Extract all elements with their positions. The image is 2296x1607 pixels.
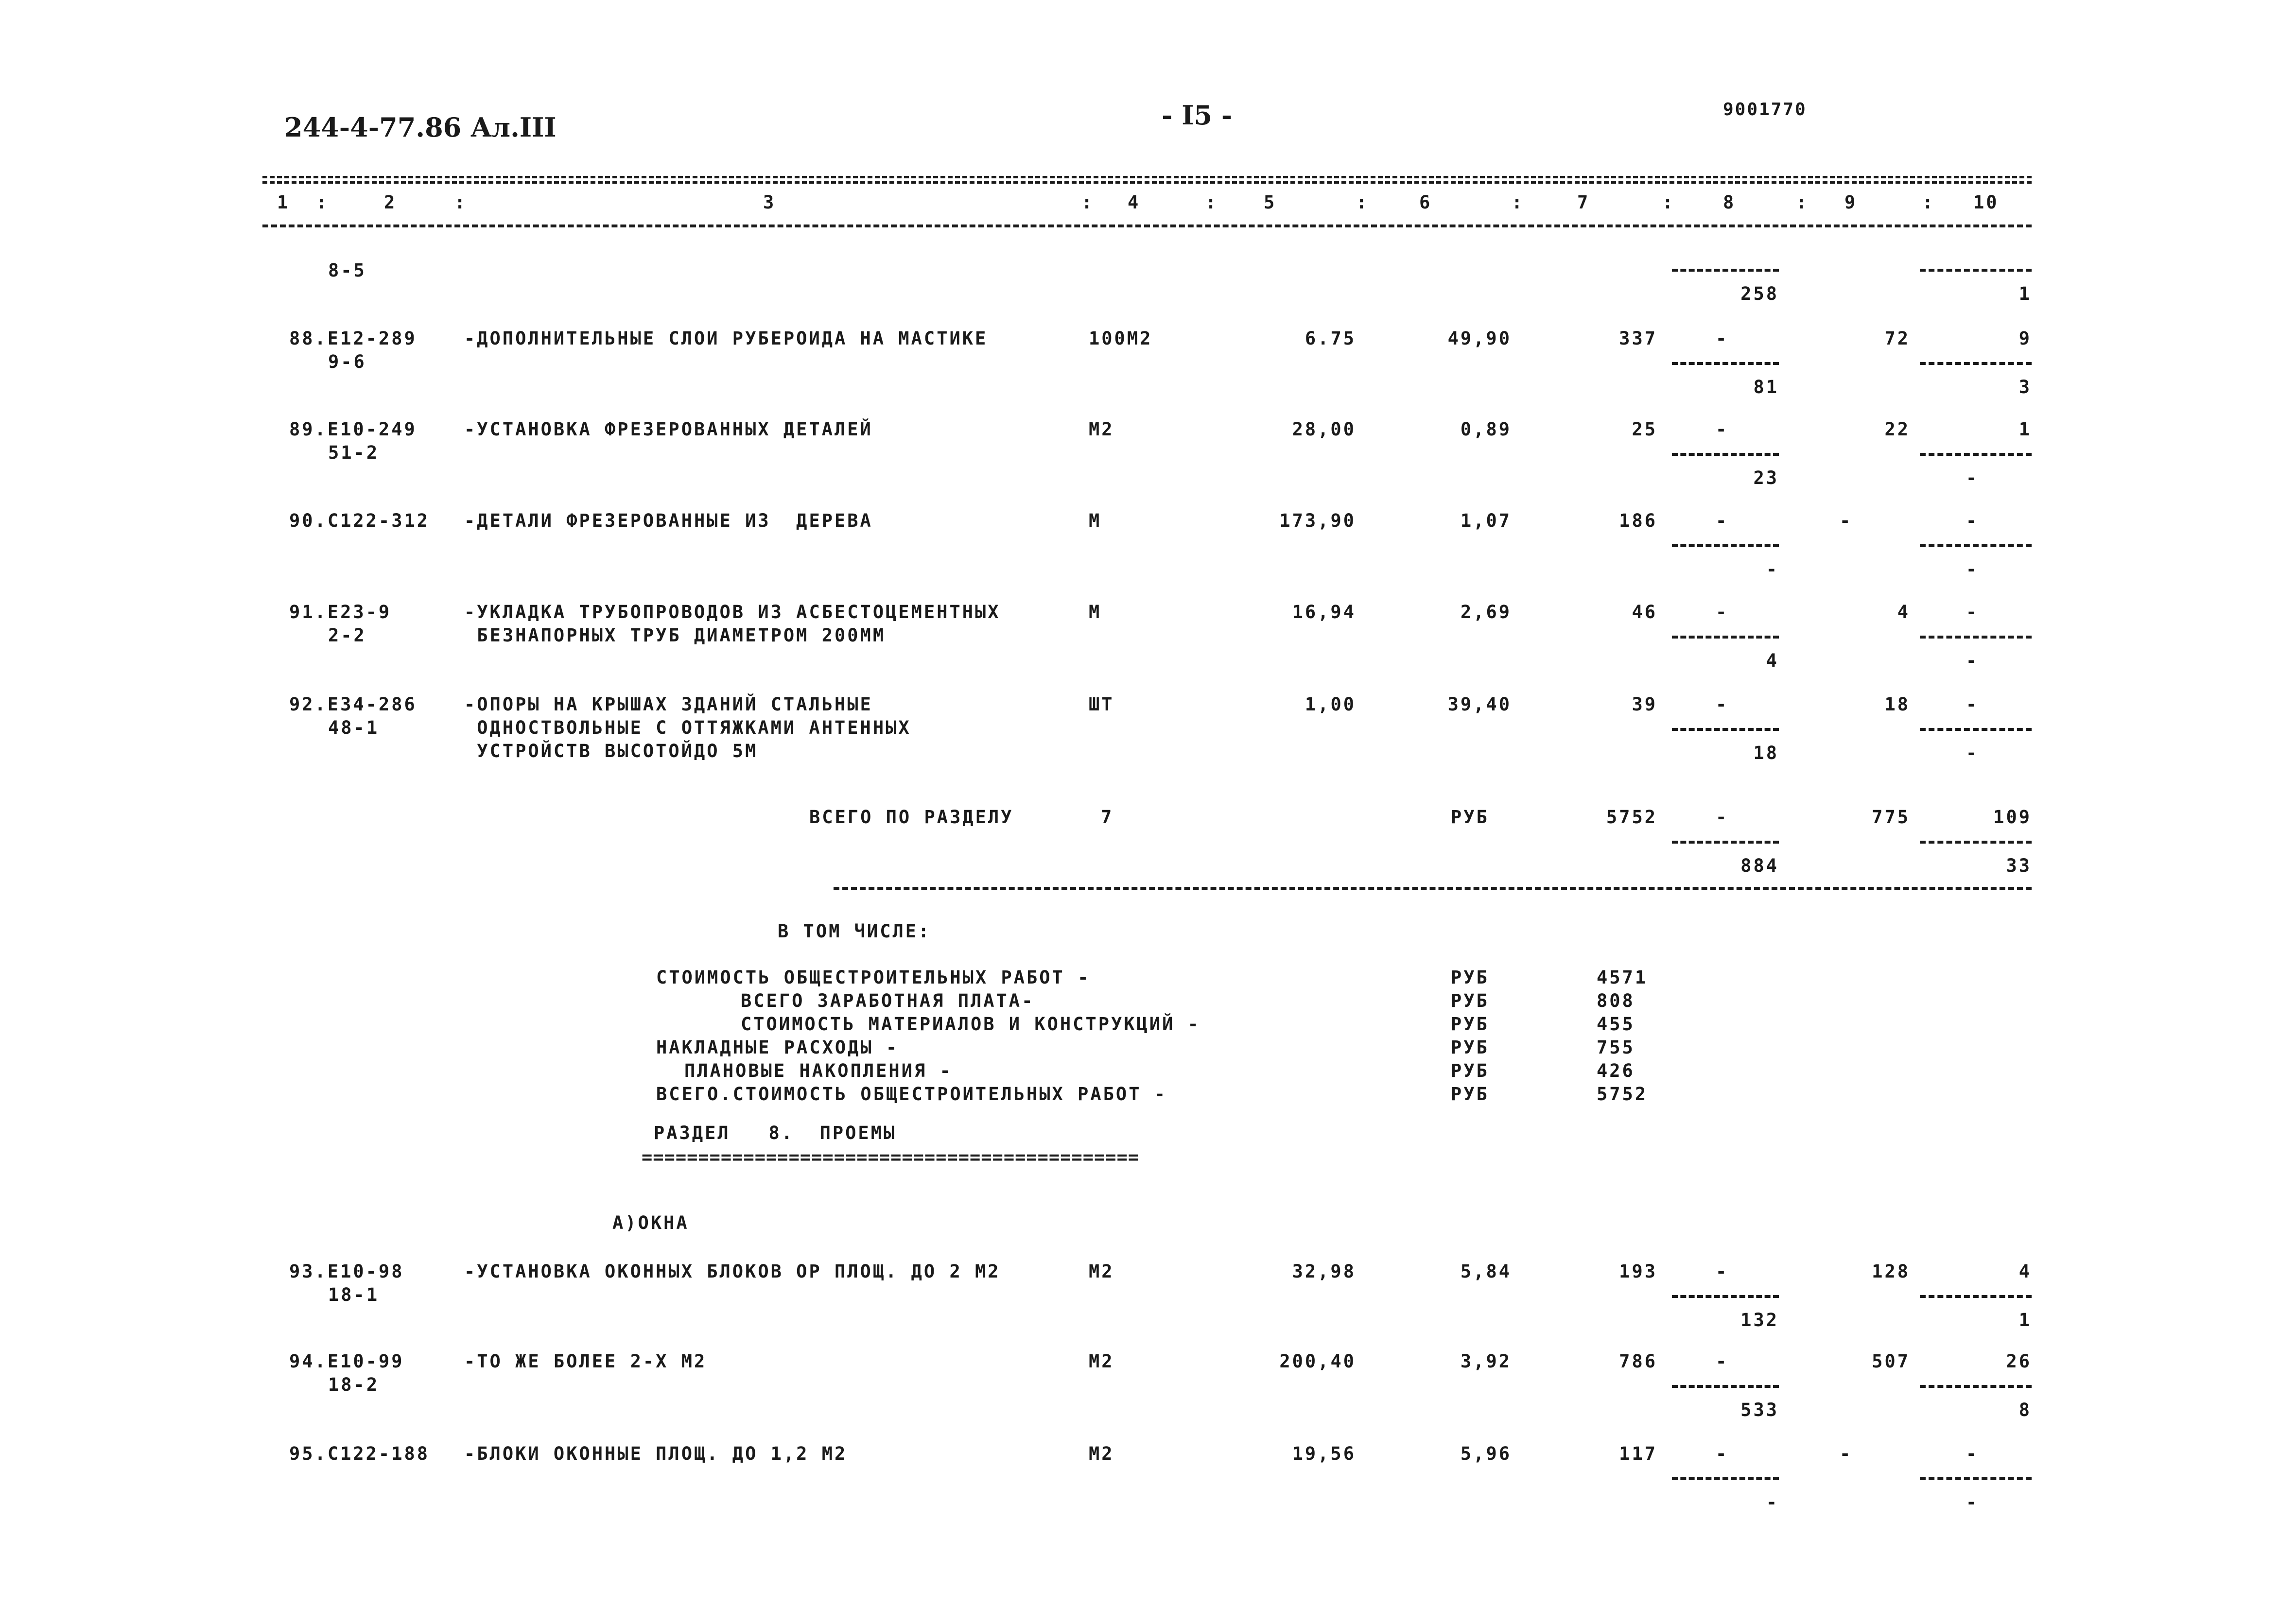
section-total-value: 5752 [1606, 807, 1657, 828]
row-unit-price: 0,89 [1460, 419, 1512, 440]
row-total: 39 [1632, 694, 1657, 715]
row-col10-top: 26 [2006, 1351, 2032, 1372]
row-unit: М2 [1089, 1261, 1114, 1282]
row-code: 91.Е23-9 [289, 602, 392, 622]
row-col8-bottom: 81 [1753, 377, 1779, 397]
row-col10-rule [1920, 1477, 2032, 1480]
row-col8-rule [1672, 269, 1779, 272]
section-total-col10-bottom: 33 [2006, 855, 2032, 876]
row-description: -УСТАНОВКА ФРЕЗЕРОВАННЫХ ДЕТАЛЕЙ [464, 419, 873, 440]
row-code: 92.Е34-286 [289, 694, 417, 715]
row-col8-rule [1672, 453, 1779, 456]
column-header-5: 5 [1264, 192, 1277, 213]
section-total-label: ВСЕГО ПО РАЗДЕЛУ [809, 807, 1014, 828]
row-col9: - [1840, 1443, 1853, 1464]
breakdown-line-unit: РУБ [1451, 1060, 1489, 1081]
row-col10-rule [1920, 1295, 2032, 1298]
column-header-7: 7 [1577, 192, 1590, 213]
row-col10-bottom: 3 [2018, 377, 2032, 397]
row-col8-bottom: 132 [1740, 1310, 1779, 1331]
row-description: -ОПОРЫ НА КРЫШАХ ЗДАНИЙ СТАЛЬНЫЕ [464, 694, 873, 715]
row-unit: 100М2 [1089, 328, 1153, 349]
column-header-6: 6 [1419, 192, 1432, 213]
breakdown-line-label: СТОИМОСТЬ МАТЕРИАЛОВ И КОНСТРУКЦИЙ - [741, 1014, 1200, 1035]
column-separator: : [1081, 192, 1095, 213]
breakdown-line-value: 4571 [1597, 967, 1648, 988]
row-col8-rule [1672, 1477, 1779, 1480]
row-col9: 22 [1884, 419, 1910, 440]
breakdown-line-value: 808 [1597, 990, 1635, 1011]
row-col10-rule [1920, 362, 2032, 365]
row-col10-rule [1920, 453, 2032, 456]
document-code: 244-4-77.86 Ал.III [284, 112, 557, 143]
row-col10-bottom: 8 [2018, 1400, 2032, 1420]
row-col8-bottom: 533 [1740, 1400, 1779, 1420]
section-total-col8-bottom: 884 [1740, 855, 1779, 876]
row-col8-rule [1672, 1295, 1779, 1298]
row-quantity: 200,40 [1279, 1351, 1356, 1372]
row-unit-price: 49,90 [1447, 328, 1512, 349]
row-col10-rule [1920, 1385, 2032, 1388]
section-total-unit: РУБ [1451, 807, 1489, 828]
row-unit: М [1089, 510, 1102, 531]
column-header-8: 8 [1723, 192, 1736, 213]
row-code-subline: 18-2 [328, 1374, 380, 1395]
row-col8-top: - [1716, 694, 1729, 715]
breakdown-line-value: 455 [1597, 1014, 1635, 1035]
row-unit: М2 [1089, 1443, 1114, 1464]
row-col8-bottom: - [1766, 1492, 1779, 1513]
row-code: 88.Е12-289 [289, 328, 417, 349]
row-description: УСТРОЙСТВ ВЫСОТОЙДО 5М [464, 741, 758, 761]
row-unit-price: 3,92 [1460, 1351, 1512, 1372]
column-header-1: 1 [277, 192, 290, 213]
breakdown-line-unit: РУБ [1451, 1084, 1489, 1105]
row-col8-rule [1672, 362, 1779, 365]
row-col8-top: - [1716, 602, 1729, 622]
column-header-10: 10 [1973, 192, 1999, 213]
row-col9: - [1840, 510, 1853, 531]
row-col8-bottom: 23 [1753, 467, 1779, 488]
column-separator: : [1796, 192, 1809, 213]
breakdown-line-unit: РУБ [1451, 1037, 1489, 1058]
row-code: 8-5 [328, 260, 366, 281]
row-col10-bottom: - [1966, 1492, 1979, 1513]
row-col8-rule [1672, 636, 1779, 639]
breakdown-line-unit: РУБ [1451, 1014, 1489, 1035]
row-code: 93.Е10-98 [289, 1261, 404, 1282]
row-total: 337 [1619, 328, 1657, 349]
row-total: 117 [1619, 1443, 1657, 1464]
row-col10-bottom: 1 [2018, 1310, 2032, 1331]
row-code: 95.С122-188 [289, 1443, 430, 1464]
breakdown-line-value: 5752 [1597, 1084, 1648, 1105]
row-unit-price: 2,69 [1460, 602, 1512, 622]
section-total-col8-top: - [1716, 807, 1729, 828]
row-col8-top: - [1716, 510, 1729, 531]
column-separator: : [1356, 192, 1369, 213]
column-header-9: 9 [1844, 192, 1858, 213]
row-quantity: 19,56 [1292, 1443, 1356, 1464]
row-quantity: 6.75 [1305, 328, 1356, 349]
row-col8-bottom: - [1766, 559, 1779, 580]
row-quantity: 173,90 [1279, 510, 1356, 531]
row-unit: М2 [1089, 419, 1114, 440]
row-col8-top: - [1716, 419, 1729, 440]
row-col10-rule [1920, 636, 2032, 639]
table-header-rule [262, 225, 2032, 227]
column-separator: : [1205, 192, 1218, 213]
row-code: 89.Е10-249 [289, 419, 417, 440]
row-col9: 128 [1872, 1261, 1910, 1282]
row-col8-top: - [1716, 1351, 1729, 1372]
row-col10-bottom: - [1966, 467, 1979, 488]
row-description: ОДНОСТВОЛЬНЫЕ С ОТТЯЖКАМИ АНТЕННЫХ [464, 717, 911, 738]
breakdown-line-label: НАКЛАДНЫЕ РАСХОДЫ - [656, 1037, 899, 1058]
breakdown-line-label: ВСЕГО.СТОИМОСТЬ ОБЩЕСТРОИТЕЛЬНЫХ РАБОТ - [656, 1084, 1167, 1105]
row-col9: 72 [1884, 328, 1910, 349]
row-code-subline: 2-2 [328, 625, 366, 646]
row-description: -ТО ЖЕ БОЛЕЕ 2-Х М2 [464, 1351, 707, 1372]
row-code-subline: 9-6 [328, 351, 366, 372]
row-col10-top: 1 [2018, 419, 2032, 440]
row-col10-bottom: - [1966, 559, 1979, 580]
row-col8-top: - [1716, 328, 1729, 349]
column-header-4: 4 [1128, 192, 1141, 213]
row-col10-top: - [1966, 602, 1979, 622]
page-number: - I5 - [1162, 100, 1233, 131]
column-separator: : [1512, 192, 1525, 213]
row-total: 193 [1619, 1261, 1657, 1282]
row-description: -ДЕТАЛИ ФРЕЗЕРОВАННЫЕ ИЗ ДЕРЕВА [464, 510, 873, 531]
column-separator: : [1662, 192, 1675, 213]
breakdown-line-value: 426 [1597, 1060, 1635, 1081]
row-col8-rule [1672, 544, 1779, 547]
breakdown-line-value: 755 [1597, 1037, 1635, 1058]
row-unit: ШТ [1089, 694, 1114, 715]
row-code-subline: 18-1 [328, 1284, 380, 1305]
row-quantity: 32,98 [1292, 1261, 1356, 1282]
stamp-number: 9001770 [1723, 100, 1807, 120]
row-col10-bottom: - [1966, 650, 1979, 671]
section-total-col9: 775 [1872, 807, 1910, 828]
row-code: 94.Е10-99 [289, 1351, 404, 1372]
row-col9: 4 [1897, 602, 1910, 622]
row-quantity: 1,00 [1305, 694, 1356, 715]
column-separator: : [454, 192, 468, 213]
row-description: -УКЛАДКА ТРУБОПРОВОДОВ ИЗ АСБЕСТОЦЕМЕНТНЫХ [464, 602, 1001, 622]
row-col9: 507 [1872, 1351, 1910, 1372]
row-code-subline: 51-2 [328, 442, 380, 463]
row-col8-rule [1672, 728, 1779, 731]
row-description: -БЛОКИ ОКОННЫЕ ПЛОЩ. ДО 1,2 М2 [464, 1443, 848, 1464]
column-separator: : [316, 192, 329, 213]
row-total: 786 [1619, 1351, 1657, 1372]
breakdown-title: В ТОМ ЧИСЛЕ: [778, 921, 931, 942]
row-quantity: 16,94 [1292, 602, 1356, 622]
row-unit-price: 5,96 [1460, 1443, 1512, 1464]
section-total-number: 7 [1101, 807, 1114, 828]
breakdown-line-label: ВСЕГО ЗАРАБОТНАЯ ПЛАТА- [741, 990, 1035, 1011]
row-col10-top: - [1966, 694, 1979, 715]
section-8-title: РАЗДЕЛ 8. ПРОЕМЫ [654, 1123, 897, 1143]
row-total: 186 [1619, 510, 1657, 531]
row-col9: 18 [1884, 694, 1910, 715]
breakdown-line-label: ПЛАНОВЫЕ НАКОПЛЕНИЯ - [684, 1060, 953, 1081]
row-quantity: 28,00 [1292, 419, 1356, 440]
row-col10-bottom: - [1966, 743, 1979, 763]
column-header-2: 2 [384, 192, 397, 213]
row-unit-price: 5,84 [1460, 1261, 1512, 1282]
row-code-subline: 48-1 [328, 717, 380, 738]
row-col10-top: - [1966, 510, 1979, 531]
row-total: 46 [1632, 602, 1657, 622]
breakdown-line-label: СТОИМОСТЬ ОБЩЕСТРОИТЕЛЬНЫХ РАБОТ - [656, 967, 1091, 988]
row-col10-top: 9 [2018, 328, 2032, 349]
row-unit-price: 39,40 [1447, 694, 1512, 715]
row-unit: М [1089, 602, 1102, 622]
column-header-3: 3 [763, 192, 776, 213]
row-unit-price: 1,07 [1460, 510, 1512, 531]
row-col10-bottom: 1 [2018, 283, 2032, 304]
row-description: -ДОПОЛНИТЕЛЬНЫЕ СЛОИ РУБЕРОИДА НА МАСТИКЕ [464, 328, 988, 349]
row-total: 25 [1632, 419, 1657, 440]
row-col10-rule [1920, 728, 2032, 731]
row-col8-top: - [1716, 1443, 1729, 1464]
section-total-col10-top: 109 [1993, 807, 2032, 828]
row-code: 90.С122-312 [289, 510, 430, 531]
row-description: БЕЗНАПОРНЫХ ТРУБ ДИАМЕТРОМ 200ММ [464, 625, 886, 646]
row-col10-top: 4 [2018, 1261, 2032, 1282]
section-total-col10-rule [1920, 841, 2032, 844]
row-unit: М2 [1089, 1351, 1114, 1372]
section-total-rule [834, 887, 2032, 890]
row-col10-rule [1920, 544, 2032, 547]
row-col8-rule [1672, 1385, 1779, 1388]
row-col8-bottom: 258 [1740, 283, 1779, 304]
table-top-rule [262, 176, 2032, 184]
row-col8-bottom: 18 [1753, 743, 1779, 763]
breakdown-line-unit: РУБ [1451, 990, 1489, 1011]
row-col10-rule [1920, 269, 2032, 272]
section-total-col8-rule [1672, 841, 1779, 844]
column-separator: : [1922, 192, 1935, 213]
row-col8-bottom: 4 [1766, 650, 1779, 671]
breakdown-line-unit: РУБ [1451, 967, 1489, 988]
subsection-title: А)ОКНА [612, 1212, 689, 1233]
row-description: -УСТАНОВКА ОКОННЫХ БЛОКОВ ОР ПЛОЩ. ДО 2 М2 [464, 1261, 1001, 1282]
section-8-underline: ============================================ [642, 1147, 1140, 1168]
row-col10-top: - [1966, 1443, 1979, 1464]
row-col8-top: - [1716, 1261, 1729, 1282]
